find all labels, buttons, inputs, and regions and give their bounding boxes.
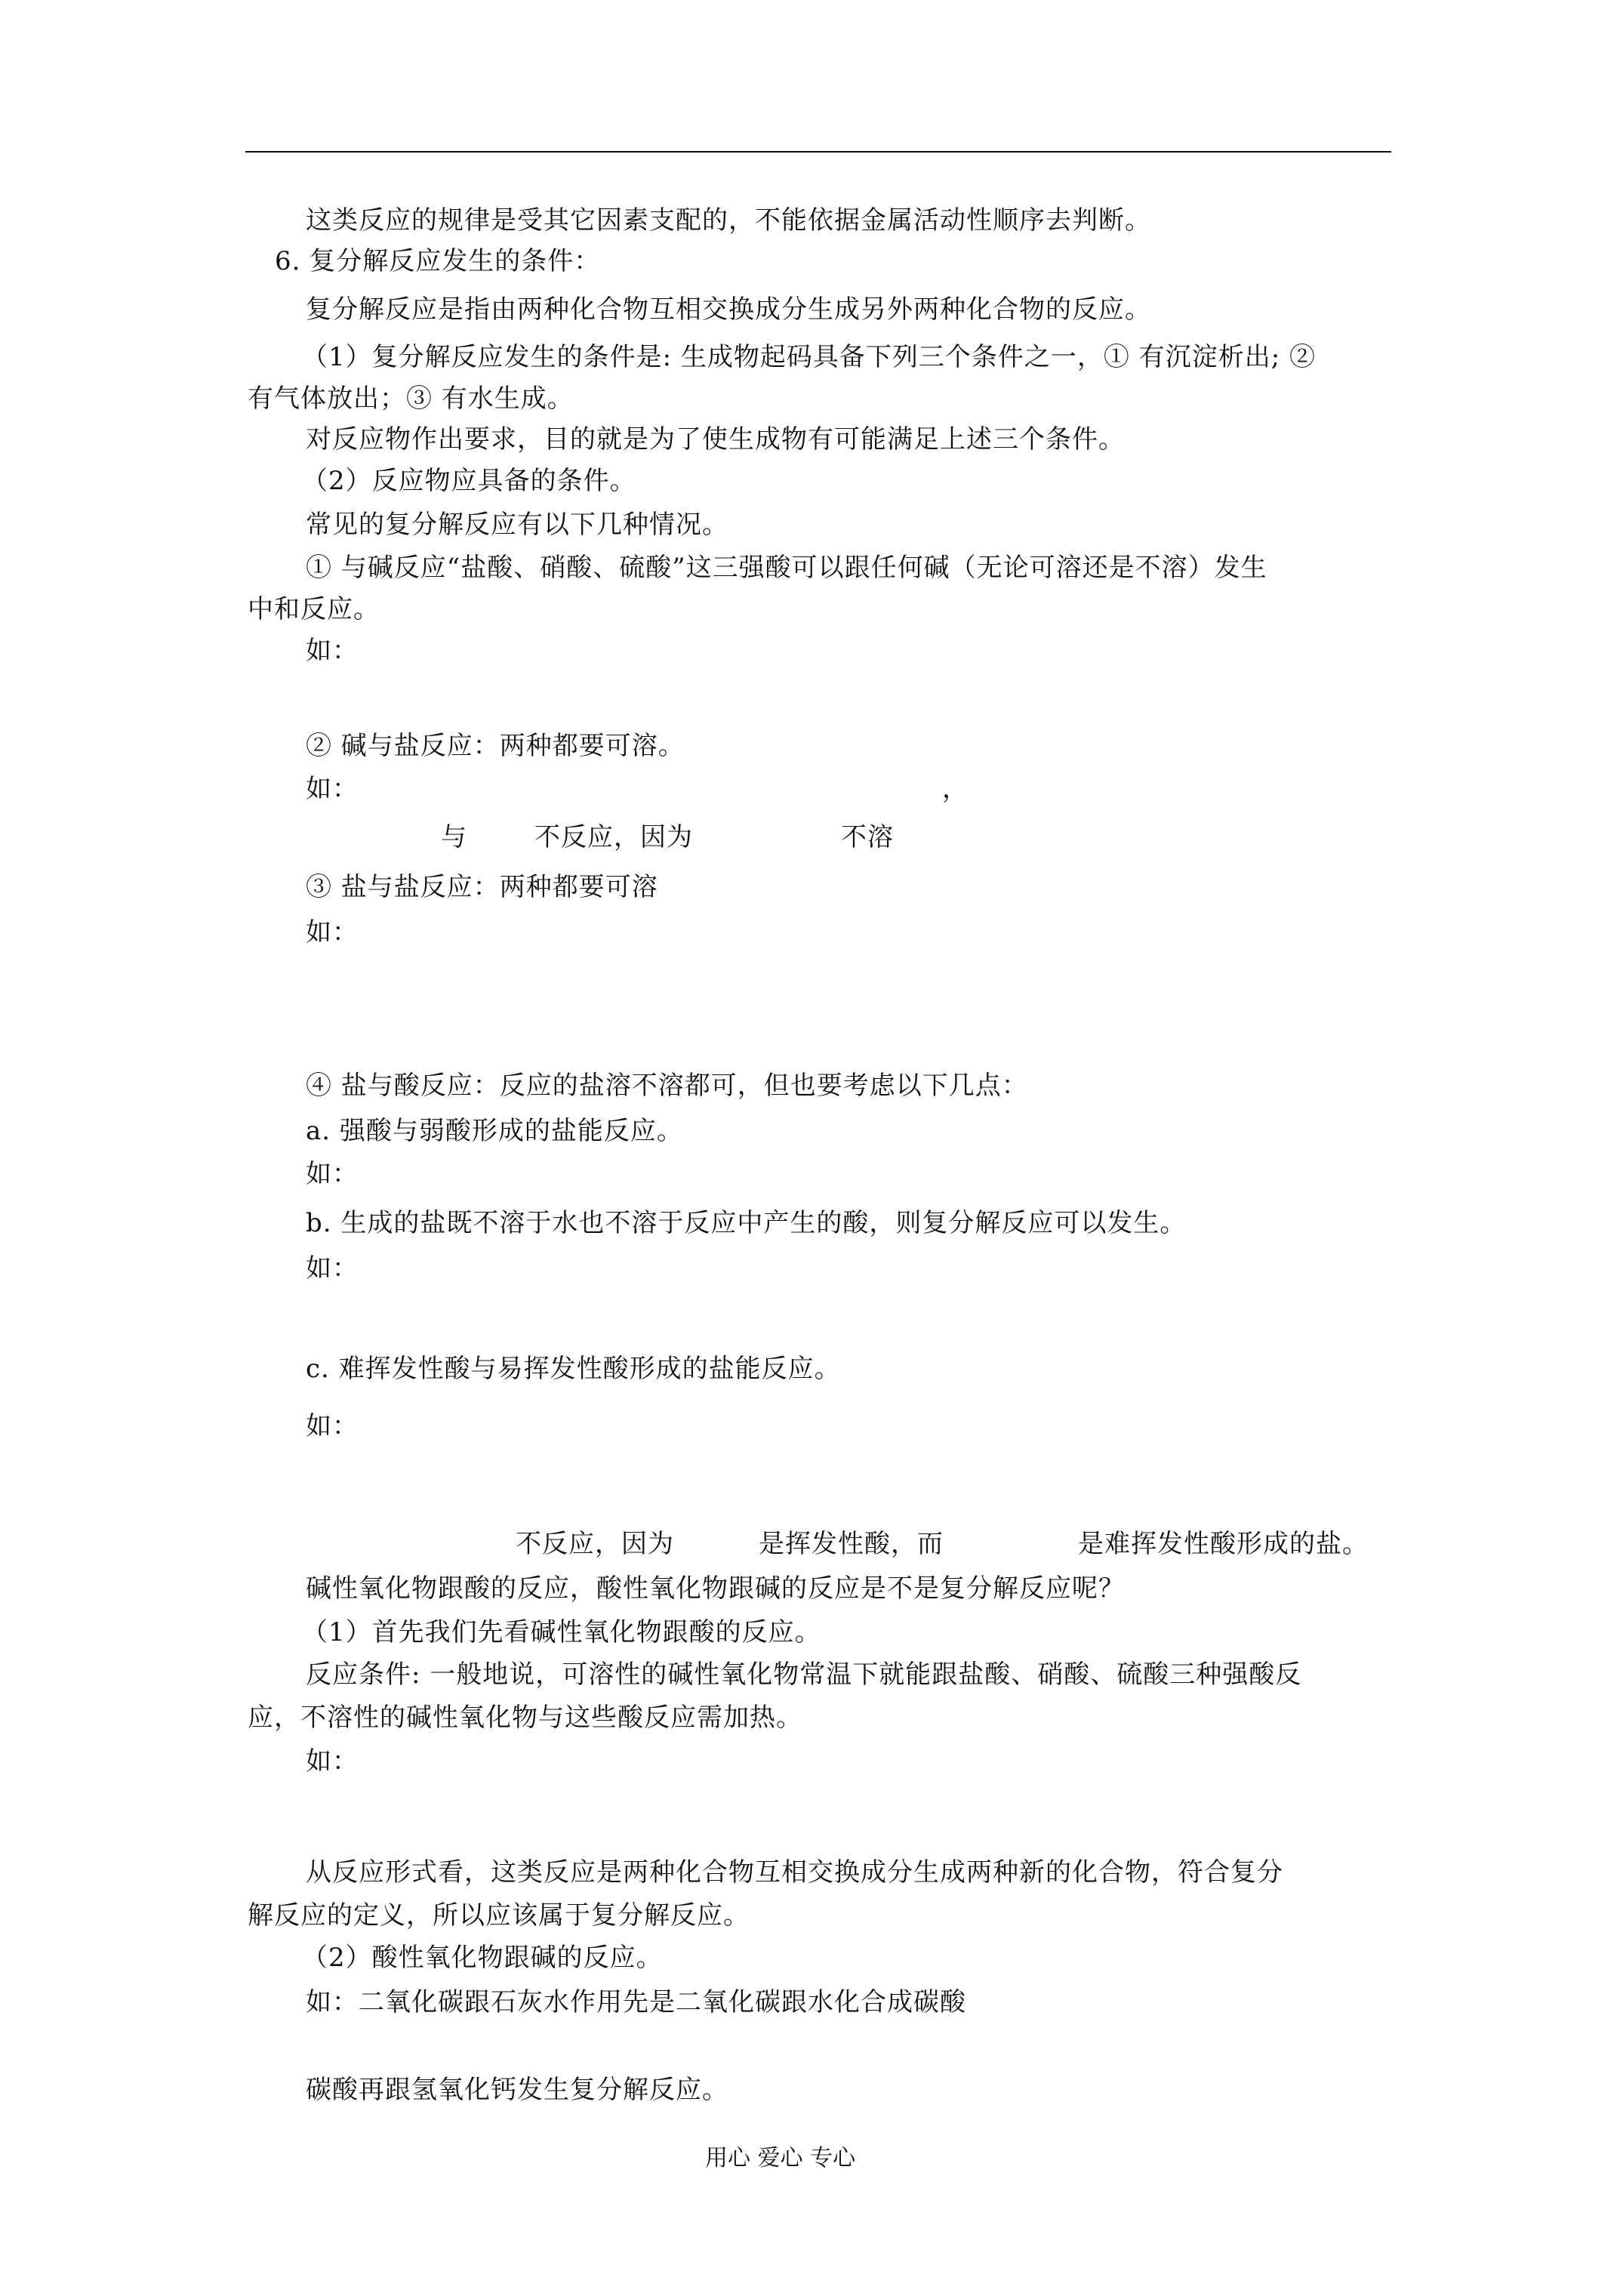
text-line: b. 生成的盐既不溶于水也不溶于反应中产生的酸，则复分解反应可以发生。 bbox=[306, 1208, 1187, 1238]
text-line: c. 难挥发性酸与易挥发性酸形成的盐能反应。 bbox=[306, 1354, 841, 1384]
text-line: 复分解反应是指由两种化合物互相交换成分生成另外两种化合物的反应。 bbox=[306, 294, 1151, 325]
text-line: （1）首先我们先看碱性氧化物跟酸的反应。 bbox=[302, 1617, 821, 1647]
text-fragment: 不溶 bbox=[841, 822, 894, 852]
section-heading: 6. 复分解反应发生的条件： bbox=[275, 246, 601, 276]
example-label: 如： bbox=[306, 917, 359, 948]
text-line: ③ 盐与盐反应：两种都要可溶 bbox=[306, 872, 658, 902]
text-line: （2）酸性氧化物跟碱的反应。 bbox=[302, 1943, 663, 1973]
text-line: 有气体放出；③ 有水生成。 bbox=[248, 384, 574, 414]
example-label: 如： bbox=[306, 774, 359, 804]
text-line: 碳酸再跟氢氧化钙发生复分解反应。 bbox=[306, 2075, 728, 2105]
page-footer: 用心 爱心 专心 bbox=[705, 2145, 856, 2171]
example-label: 如： bbox=[306, 1253, 359, 1284]
text-line: ① 与碱反应“盐酸、硝酸、硫酸”这三强酸可以跟任何碱（无论可溶还是不溶）发生 bbox=[306, 553, 1267, 583]
header-rule bbox=[245, 151, 1391, 153]
text-line: 碱性氧化物跟酸的反应，酸性氧化物跟碱的反应是不是复分解反应呢？ bbox=[306, 1573, 1125, 1604]
text-line: 反应条件: 一般地说，可溶性的碱性氧化物常温下就能跟盐酸、硝酸、硫酸三种强酸反 bbox=[306, 1660, 1302, 1690]
text-fragment: 是挥发性酸，而 bbox=[759, 1529, 944, 1559]
example-label: 如： bbox=[306, 1746, 359, 1777]
example-label: 如： bbox=[306, 1159, 359, 1189]
text-fragment: 不反应，因为 bbox=[534, 822, 693, 852]
text-line: 解反应的定义，所以应该属于复分解反应。 bbox=[248, 1900, 750, 1931]
text-line: ② 碱与盐反应：两种都要可溶。 bbox=[306, 731, 685, 761]
text-line: （1）复分解反应发生的条件是: 生成物起码具备下列三个条件之一，① 有沉淀析出; ② bbox=[302, 342, 1316, 372]
text-line: 这类反应的规律是受其它因素支配的，不能依据金属活动性顺序去判断。 bbox=[306, 205, 1151, 236]
text-line: （2）反应物应具备的条件。 bbox=[302, 466, 636, 496]
text-line: 对反应物作出要求，目的就是为了使生成物有可能满足上述三个条件。 bbox=[306, 424, 1125, 455]
text-line: 应，不溶性的碱性氧化物与这些酸反应需加热。 bbox=[248, 1703, 802, 1733]
text-line: ④ 盐与酸反应：反应的盐溶不溶都可，但也要考虑以下几点： bbox=[306, 1071, 1028, 1101]
example-label: 如： bbox=[306, 636, 359, 666]
text-fragment: 与 bbox=[441, 822, 467, 852]
text-line: 常见的复分解反应有以下几种情况。 bbox=[306, 510, 728, 540]
text-fragment: ， bbox=[942, 774, 969, 804]
text-line: 如：二氧化碳跟石灰水作用先是二氧化碳跟水化合成碳酸 bbox=[306, 1987, 966, 2017]
text-fragment: 是难挥发性酸形成的盐。 bbox=[1078, 1529, 1369, 1559]
text-line: 从反应形式看，这类反应是两种化合物互相交换成分生成两种新的化合物，符合复分 bbox=[306, 1857, 1283, 1888]
text-line: 中和反应。 bbox=[248, 594, 380, 624]
text-fragment: 不反应，因为 bbox=[516, 1529, 674, 1559]
text-line: a. 强酸与弱酸形成的盐能反应。 bbox=[306, 1116, 683, 1146]
example-label: 如： bbox=[306, 1411, 359, 1441]
